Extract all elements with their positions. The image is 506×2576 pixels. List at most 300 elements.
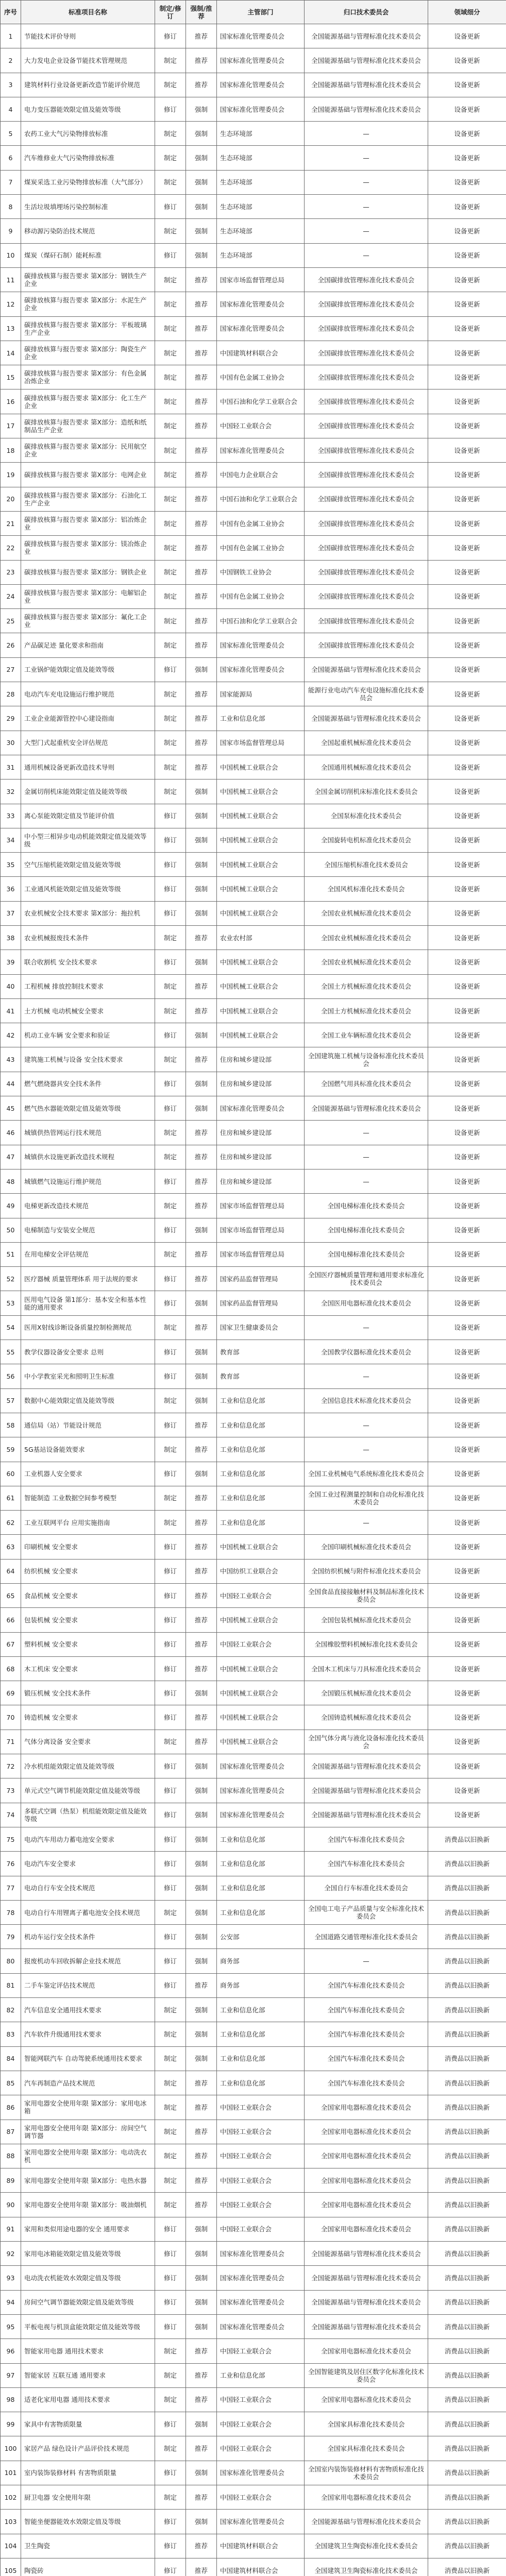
table-row <box>1 2290 506 2314</box>
cell-field: 设备更新 <box>428 682 506 706</box>
cell-standard-name: 机动工业车辆 安全要求和验证 <box>21 1023 155 1047</box>
cell-standard-name: 碳排放核算与报告要求 第X部分：陶瓷生产企业 <box>21 341 155 365</box>
cell-draft-or-revise: 修订 <box>155 1632 186 1656</box>
table-row <box>1 1364 506 1388</box>
cell-field: 设备更新 <box>428 365 506 389</box>
cell-index: 41 <box>1 998 21 1023</box>
cell-field: 消费品以旧换新 <box>428 2022 506 2046</box>
cell-department: 中国机械工业联合会 <box>217 1730 305 1754</box>
cell-technical-committee: 全国医疗器械质量管理和通用要求标准化技术委员会 <box>305 1267 428 1291</box>
cell-index: 71 <box>1 1730 21 1754</box>
cell-standard-name: 教学仪器设备安全要求 总则 <box>21 1340 155 1364</box>
table-row <box>1 2558 506 2576</box>
header-field: 领域细分 <box>428 1 506 24</box>
cell-mandatory-or-recommended: 推荐 <box>186 974 217 998</box>
cell-field: 设备更新 <box>428 609 506 633</box>
cell-department: 中国机械工业联合会 <box>217 901 305 925</box>
table-row <box>1 1900 506 1924</box>
cell-draft-or-revise: 修订 <box>155 657 186 682</box>
cell-draft-or-revise: 修订 <box>155 853 186 877</box>
cell-department: 中国机械工业联合会 <box>217 804 305 828</box>
cell-field: 消费品以旧换新 <box>428 2217 506 2241</box>
cell-draft-or-revise: 修订 <box>155 1340 186 1364</box>
cell-department: 国家能源局 <box>217 682 305 706</box>
cell-mandatory-or-recommended: 推荐 <box>186 706 217 731</box>
cell-draft-or-revise: 制定 <box>155 2363 186 2387</box>
cell-technical-committee: — <box>305 146 428 170</box>
cell-field: 消费品以旧换新 <box>428 2485 506 2509</box>
cell-mandatory-or-recommended: 强制 <box>186 2290 217 2314</box>
table-row <box>1 2193 506 2217</box>
cell-department: 住房和城乡建设部 <box>217 1169 305 1193</box>
cell-index: 15 <box>1 365 21 389</box>
cell-technical-committee: 全国农业机械标准化技术委员会 <box>305 925 428 950</box>
cell-field: 设备更新 <box>428 1242 506 1266</box>
cell-mandatory-or-recommended: 强制 <box>186 170 217 194</box>
cell-department: 中国有色金属工业协会 <box>217 536 305 560</box>
cell-draft-or-revise: 制定 <box>155 48 186 73</box>
cell-mandatory-or-recommended: 推荐 <box>186 2071 217 2095</box>
cell-department: 国家市场监督管理总局 <box>217 1218 305 1242</box>
cell-field: 设备更新 <box>428 1145 506 1169</box>
cell-mandatory-or-recommended: 强制 <box>186 2022 217 2046</box>
cell-field: 消费品以旧换新 <box>428 1949 506 1973</box>
cell-index: 38 <box>1 925 21 950</box>
cell-standard-name: 单元式空气调节机能效限定值及能效等级 <box>21 1778 155 1803</box>
table-row <box>1 998 506 1023</box>
cell-draft-or-revise: 制定 <box>155 1998 186 2022</box>
cell-department: 中国轻工业联合会 <box>217 2387 305 2412</box>
cell-mandatory-or-recommended: 推荐 <box>186 2387 217 2412</box>
table-row <box>1 1340 506 1364</box>
cell-technical-committee: 全国风机标准化技术委员会 <box>305 877 428 901</box>
cell-field: 消费品以旧换新 <box>428 2266 506 2290</box>
cell-draft-or-revise: 制定 <box>155 1121 186 1145</box>
cell-index: 57 <box>1 1388 21 1413</box>
cell-technical-committee: 全国铸造机械标准化技术委员会 <box>305 1705 428 1730</box>
cell-department: 国家卫生健康委员会 <box>217 1315 305 1340</box>
cell-index: 56 <box>1 1364 21 1388</box>
table-row <box>1 341 506 365</box>
cell-technical-committee: 全国汽车标准化技术委员会 <box>305 1827 428 1851</box>
cell-index: 32 <box>1 779 21 804</box>
cell-department: 中国电力企业联合会 <box>217 463 305 487</box>
cell-department: 中国机械工业联合会 <box>217 828 305 852</box>
cell-mandatory-or-recommended: 推荐 <box>186 316 217 341</box>
cell-index: 79 <box>1 1925 21 1949</box>
cell-technical-committee: 全国通用机械标准化技术委员会 <box>305 755 428 779</box>
cell-standard-name: 农药工业大气污染物排放标准 <box>21 122 155 146</box>
cell-technical-committee: 全国工业车辆标准化技术委员会 <box>305 1023 428 1047</box>
cell-index: 21 <box>1 511 21 535</box>
cell-department: 工业和信息化部 <box>217 1486 305 1510</box>
cell-mandatory-or-recommended: 强制 <box>186 1023 217 1047</box>
cell-technical-committee: 全国家用电器标准化技术委员会 <box>305 2193 428 2217</box>
table-row <box>1 901 506 925</box>
cell-mandatory-or-recommended: 推荐 <box>186 1973 217 1997</box>
cell-draft-or-revise: 制定 <box>155 974 186 998</box>
cell-technical-committee: — <box>305 195 428 219</box>
cell-field: 消费品以旧换新 <box>428 2314 506 2338</box>
cell-department: 中国有色金属工业协会 <box>217 584 305 608</box>
table-row <box>1 682 506 706</box>
cell-draft-or-revise: 制定 <box>155 633 186 657</box>
cell-standard-name: 医用电气设备 第1部分：基本安全和基本性能的通用要求 <box>21 1291 155 1315</box>
cell-index: 89 <box>1 2168 21 2193</box>
cell-field: 设备更新 <box>428 170 506 194</box>
table-row <box>1 414 506 438</box>
cell-department: 中国机械工业联合会 <box>217 1535 305 1559</box>
cell-department: 工业和信息化部 <box>217 1462 305 1486</box>
cell-index: 99 <box>1 2412 21 2436</box>
cell-mandatory-or-recommended: 推荐 <box>186 1608 217 1632</box>
cell-department: 工业和信息化部 <box>217 1998 305 2022</box>
cell-department: 中国机械工业联合会 <box>217 853 305 877</box>
cell-mandatory-or-recommended: 推荐 <box>186 560 217 584</box>
cell-standard-name: 产品碳足迹 量化要求和指南 <box>21 633 155 657</box>
cell-standard-name: 土方机械 电动机械安全要求 <box>21 998 155 1023</box>
cell-draft-or-revise: 修订 <box>155 1803 186 1827</box>
cell-field: 设备更新 <box>428 755 506 779</box>
cell-standard-name: 城镇供水设施更新改造技术规程 <box>21 1145 155 1169</box>
cell-field: 设备更新 <box>428 1072 506 1096</box>
table-row <box>1 1559 506 1583</box>
cell-draft-or-revise: 制定 <box>155 1145 186 1169</box>
cell-draft-or-revise: 制定 <box>155 2071 186 2095</box>
cell-department: 国家标准化管理委员会 <box>217 657 305 682</box>
cell-standard-name: 智能家用电器 通用技术要求 <box>21 2339 155 2363</box>
cell-department: 中国机械工业联合会 <box>217 877 305 901</box>
cell-technical-committee: 全国能源基础与管理标准化技术委员会 <box>305 2266 428 2290</box>
cell-draft-or-revise: 修订 <box>155 1754 186 1778</box>
cell-technical-committee: 全国家用电器标准化技术委员会 <box>305 2339 428 2363</box>
cell-department: 工业和信息化部 <box>217 2363 305 2387</box>
cell-technical-committee: 全国农业机械标准化技术委员会 <box>305 950 428 974</box>
cell-index: 1 <box>1 24 21 48</box>
cell-field: 设备更新 <box>428 219 506 243</box>
table-row <box>1 316 506 341</box>
cell-standard-name: 工业企业能源管控中心建设指南 <box>21 706 155 731</box>
cell-technical-committee: 全国碳排放管理标准化技术委员会 <box>305 438 428 463</box>
table-row <box>1 804 506 828</box>
cell-technical-committee: 全国能源基础与管理标准化技术委员会 <box>305 73 428 97</box>
cell-index: 31 <box>1 755 21 779</box>
cell-technical-committee: 全国农业机械标准化技术委员会 <box>305 901 428 925</box>
cell-field: 设备更新 <box>428 389 506 414</box>
cell-draft-or-revise: 修订 <box>155 1778 186 1803</box>
cell-index: 101 <box>1 2461 21 2485</box>
table-row <box>1 2436 506 2461</box>
table-row <box>1 243 506 267</box>
cell-index: 45 <box>1 1096 21 1121</box>
cell-mandatory-or-recommended: 推荐 <box>186 2144 217 2168</box>
table-row <box>1 2339 506 2363</box>
cell-index: 67 <box>1 1632 21 1656</box>
table-row <box>1 487 506 511</box>
cell-draft-or-revise: 制定 <box>155 706 186 731</box>
cell-mandatory-or-recommended: 推荐 <box>186 2485 217 2509</box>
cell-department: 中国建筑材料联合会 <box>217 341 305 365</box>
cell-department: 中国轻工业联合会 <box>217 2168 305 2193</box>
cell-draft-or-revise: 制定 <box>155 560 186 584</box>
cell-field: 设备更新 <box>428 122 506 146</box>
cell-field: 消费品以旧换新 <box>428 2242 506 2266</box>
cell-field: 设备更新 <box>428 1681 506 1705</box>
cell-department: 国家标准化管理委员会 <box>217 2266 305 2290</box>
cell-mandatory-or-recommended: 推荐 <box>186 633 217 657</box>
cell-index: 12 <box>1 292 21 316</box>
cell-index: 52 <box>1 1267 21 1291</box>
cell-technical-committee: 全国碳排放管理标准化技术委员会 <box>305 365 428 389</box>
cell-index: 78 <box>1 1900 21 1924</box>
cell-field: 设备更新 <box>428 1486 506 1510</box>
table-row <box>1 97 506 121</box>
cell-field: 设备更新 <box>428 463 506 487</box>
cell-mandatory-or-recommended: 强制 <box>186 1096 217 1121</box>
cell-field: 设备更新 <box>428 97 506 121</box>
cell-standard-name: 电动洗衣机能效水效限定值及等级 <box>21 2266 155 2290</box>
cell-mandatory-or-recommended: 推荐 <box>186 389 217 414</box>
cell-technical-committee: 全国建筑施工机械与设备标准化技术委员会 <box>305 1047 428 1072</box>
cell-mandatory-or-recommended: 强制 <box>186 219 217 243</box>
cell-mandatory-or-recommended: 推荐 <box>186 487 217 511</box>
cell-draft-or-revise: 制定 <box>155 2387 186 2412</box>
cell-index: 84 <box>1 2046 21 2071</box>
cell-field: 设备更新 <box>428 950 506 974</box>
cell-mandatory-or-recommended: 强制 <box>186 1949 217 1973</box>
cell-technical-committee: 全国碳排放管理标准化技术委员会 <box>305 267 428 292</box>
cell-mandatory-or-recommended: 强制 <box>186 1364 217 1388</box>
cell-standard-name: 室内装饰装修材料 有害物质限量 <box>21 2461 155 2485</box>
cell-index: 87 <box>1 2120 21 2144</box>
cell-field: 消费品以旧换新 <box>428 1925 506 1949</box>
cell-standard-name: 家用电冰箱能效限定值及能效等级 <box>21 2242 155 2266</box>
table-row <box>1 73 506 97</box>
cell-standard-name: 平板电视与机顶盒能效限定值及能效等级 <box>21 2314 155 2338</box>
cell-technical-committee: 全国能源基础与管理标准化技术委员会 <box>305 1803 428 1827</box>
cell-standard-name: 电动汽车充电设施运行维护规范 <box>21 682 155 706</box>
cell-department: 国家标准化管理委员会 <box>217 316 305 341</box>
cell-field: 消费品以旧换新 <box>428 2095 506 2120</box>
cell-mandatory-or-recommended: 强制 <box>186 1778 217 1803</box>
cell-index: 73 <box>1 1778 21 1803</box>
header-mandatory-or-recommended: 强制/推荐 <box>186 1 217 24</box>
table-row <box>1 779 506 804</box>
cell-technical-committee: 全国包装机械标准化技术委员会 <box>305 1608 428 1632</box>
cell-field: 消费品以旧换新 <box>428 2510 506 2534</box>
cell-department: 商务部 <box>217 1949 305 1973</box>
cell-field: 设备更新 <box>428 1413 506 1437</box>
cell-draft-or-revise: 修订 <box>155 828 186 852</box>
cell-technical-committee: 全国医用电器标准化技术委员会 <box>305 1291 428 1315</box>
cell-department: 中国机械工业联合会 <box>217 1705 305 1730</box>
cell-draft-or-revise: 制定 <box>155 122 186 146</box>
cell-mandatory-or-recommended: 推荐 <box>186 1705 217 1730</box>
cell-standard-name: 电力变压器能效限定值及能效等级 <box>21 97 155 121</box>
cell-index: 96 <box>1 2339 21 2363</box>
table-row <box>1 925 506 950</box>
cell-mandatory-or-recommended: 推荐 <box>186 2120 217 2144</box>
cell-standard-name: 冷水机组能效限定值及能效等级 <box>21 1754 155 1778</box>
cell-standard-name: 纺织机械 安全要求 <box>21 1559 155 1583</box>
cell-mandatory-or-recommended: 强制 <box>186 901 217 925</box>
cell-standard-name: 印刷机械 安全要求 <box>21 1535 155 1559</box>
cell-standard-name: 医用X射线诊断设备质量控制检测规范 <box>21 1315 155 1340</box>
cell-field: 消费品以旧换新 <box>428 2412 506 2436</box>
cell-department: 农业农村部 <box>217 925 305 950</box>
cell-field: 消费品以旧换新 <box>428 2339 506 2363</box>
cell-field: 设备更新 <box>428 1656 506 1681</box>
cell-mandatory-or-recommended: 强制 <box>186 2266 217 2290</box>
cell-mandatory-or-recommended: 强制 <box>186 1218 217 1242</box>
cell-standard-name: 煤炭采选工业污染物排放标准（大气部分） <box>21 170 155 194</box>
table-row <box>1 1608 506 1632</box>
cell-technical-committee: 全国工业过程测量控制和自动化标准化技术委员会 <box>305 1486 428 1510</box>
cell-draft-or-revise: 制定 <box>155 2046 186 2071</box>
cell-index: 95 <box>1 2314 21 2338</box>
cell-mandatory-or-recommended: 强制 <box>186 2412 217 2436</box>
cell-technical-committee: 全国能源基础与管理标准化技术委员会 <box>305 97 428 121</box>
cell-index: 94 <box>1 2290 21 2314</box>
cell-index: 66 <box>1 1608 21 1632</box>
table-row <box>1 1705 506 1730</box>
cell-mandatory-or-recommended: 强制 <box>186 1072 217 1096</box>
table-row <box>1 1291 506 1315</box>
cell-department: 生态环境部 <box>217 170 305 194</box>
cell-draft-or-revise: 修订 <box>155 1023 186 1047</box>
cell-index: 74 <box>1 1803 21 1827</box>
cell-field: 消费品以旧换新 <box>428 2144 506 2168</box>
table-row <box>1 122 506 146</box>
cell-draft-or-revise: 制定 <box>155 536 186 560</box>
cell-department: 住房和城乡建设部 <box>217 1072 305 1096</box>
cell-department: 国家药品监督管理局 <box>217 1291 305 1315</box>
cell-draft-or-revise: 制定 <box>155 755 186 779</box>
cell-index: 8 <box>1 195 21 219</box>
cell-standard-name: 智能制造 工业数据空间参考模型 <box>21 1486 155 1510</box>
cell-mandatory-or-recommended: 推荐 <box>186 1535 217 1559</box>
table-row <box>1 2120 506 2144</box>
table-row <box>1 1681 506 1705</box>
table-row <box>1 1876 506 1900</box>
cell-technical-committee: 全国能源基础与管理标准化技术委员会 <box>305 2314 428 2338</box>
cell-draft-or-revise: 制定 <box>155 365 186 389</box>
cell-department: 工业和信息化部 <box>217 1827 305 1851</box>
cell-standard-name: 包装机械 安全要求 <box>21 1608 155 1632</box>
cell-mandatory-or-recommended: 推荐 <box>186 1242 217 1266</box>
cell-field: 设备更新 <box>428 1778 506 1803</box>
cell-technical-committee: 全国工业机械电气系统标准化技术委员会 <box>305 1462 428 1486</box>
cell-index: 90 <box>1 2193 21 2217</box>
cell-draft-or-revise: 修订 <box>155 1705 186 1730</box>
cell-technical-committee: — <box>305 170 428 194</box>
header-standard-name: 标准项目名称 <box>21 1 155 24</box>
cell-field: 设备更新 <box>428 1754 506 1778</box>
cell-draft-or-revise: 制定 <box>155 2120 186 2144</box>
cell-mandatory-or-recommended: 推荐 <box>186 1584 217 1608</box>
table-row <box>1 2266 506 2290</box>
cell-draft-or-revise: 修订 <box>155 1559 186 1583</box>
cell-index: 97 <box>1 2363 21 2387</box>
cell-technical-committee: 全国碳排放管理标准化技术委员会 <box>305 341 428 365</box>
cell-department: 中国有色金属工业协会 <box>217 511 305 535</box>
cell-index: 50 <box>1 1218 21 1242</box>
cell-mandatory-or-recommended: 强制 <box>186 1340 217 1364</box>
cell-field: 设备更新 <box>428 1023 506 1047</box>
cell-technical-committee: 全国家用电器标准化技术委员会 <box>305 2387 428 2412</box>
cell-field: 消费品以旧换新 <box>428 1827 506 1851</box>
cell-department: 生态环境部 <box>217 243 305 267</box>
cell-index: 42 <box>1 1023 21 1047</box>
table-row <box>1 584 506 608</box>
cell-index: 59 <box>1 1437 21 1462</box>
cell-technical-committee: — <box>305 1145 428 1169</box>
cell-technical-committee: 全国能源基础与管理标准化技术委员会 <box>305 2242 428 2266</box>
table-row <box>1 2144 506 2168</box>
cell-mandatory-or-recommended: 推荐 <box>186 365 217 389</box>
table-row <box>1 853 506 877</box>
cell-index: 7 <box>1 170 21 194</box>
cell-field: 消费品以旧换新 <box>428 1876 506 1900</box>
cell-mandatory-or-recommended: 推荐 <box>186 998 217 1023</box>
cell-department: 国家标准化管理委员会 <box>217 2290 305 2314</box>
cell-mandatory-or-recommended: 强制 <box>186 122 217 146</box>
cell-standard-name: 碳排放核算与报告要求 第X部分：化工生产企业 <box>21 389 155 414</box>
cell-standard-name: 汽车信息安全通用技术要求 <box>21 1998 155 2022</box>
cell-technical-committee: 全国印刷机械标准化技术委员会 <box>305 1535 428 1559</box>
cell-standard-name: 家具中有害物质限量 <box>21 2412 155 2436</box>
cell-department: 中国纺织工业联合会 <box>217 1559 305 1583</box>
table-row <box>1 1803 506 1827</box>
cell-field: 消费品以旧换新 <box>428 1998 506 2022</box>
table-row <box>1 706 506 731</box>
cell-mandatory-or-recommended: 强制 <box>186 2510 217 2534</box>
cell-technical-committee: 全国教学仪器标准化技术委员会 <box>305 1340 428 1364</box>
cell-department: 生态环境部 <box>217 195 305 219</box>
cell-draft-or-revise: 修订 <box>155 1973 186 1997</box>
cell-standard-name: 燃气热水器能效限定值及能效等级 <box>21 1096 155 1121</box>
cell-standard-name: 建筑施工机械与设备 安全技术要求 <box>21 1047 155 1072</box>
cell-mandatory-or-recommended: 强制 <box>186 146 217 170</box>
cell-standard-name: 建筑材料行业设备更新改造节能评价规范 <box>21 73 155 97</box>
cell-draft-or-revise: 制定 <box>155 779 186 804</box>
cell-index: 9 <box>1 219 21 243</box>
cell-standard-name: 汽车维修业大气污染物排放标准 <box>21 146 155 170</box>
cell-technical-committee: 全国家用电器标准化技术委员会 <box>305 2120 428 2144</box>
table-row <box>1 2485 506 2509</box>
table-row <box>1 1267 506 1291</box>
cell-index: 91 <box>1 2217 21 2241</box>
cell-standard-name: 碳排放核算与报告要求 第X部分：氟化工企业 <box>21 609 155 633</box>
cell-field: 消费品以旧换新 <box>428 2193 506 2217</box>
cell-technical-committee: 全国电梯标准化技术委员会 <box>305 1218 428 1242</box>
cell-draft-or-revise: 修订 <box>155 24 186 48</box>
cell-technical-committee: 全国电梯标准化技术委员会 <box>305 1242 428 1266</box>
cell-technical-committee: 全国碳排放管理标准化技术委员会 <box>305 487 428 511</box>
cell-department: 国家标准化管理委员会 <box>217 2461 305 2485</box>
cell-standard-name: 气体分离设备 安全要求 <box>21 1730 155 1754</box>
cell-standard-name: 工程机械 排放控制技术要求 <box>21 974 155 998</box>
cell-draft-or-revise: 制定 <box>155 609 186 633</box>
cell-technical-committee: 全国自行车标准化技术委员会 <box>305 1876 428 1900</box>
cell-standard-name: 城镇燃气设施运行维护规范 <box>21 1169 155 1193</box>
table-row <box>1 1973 506 1997</box>
cell-mandatory-or-recommended: 推荐 <box>186 1169 217 1193</box>
cell-department: 中国轻工业联合会 <box>217 2193 305 2217</box>
cell-draft-or-revise: 修订 <box>155 2461 186 2485</box>
cell-department: 商务部 <box>217 1973 305 1997</box>
cell-field: 设备更新 <box>428 974 506 998</box>
